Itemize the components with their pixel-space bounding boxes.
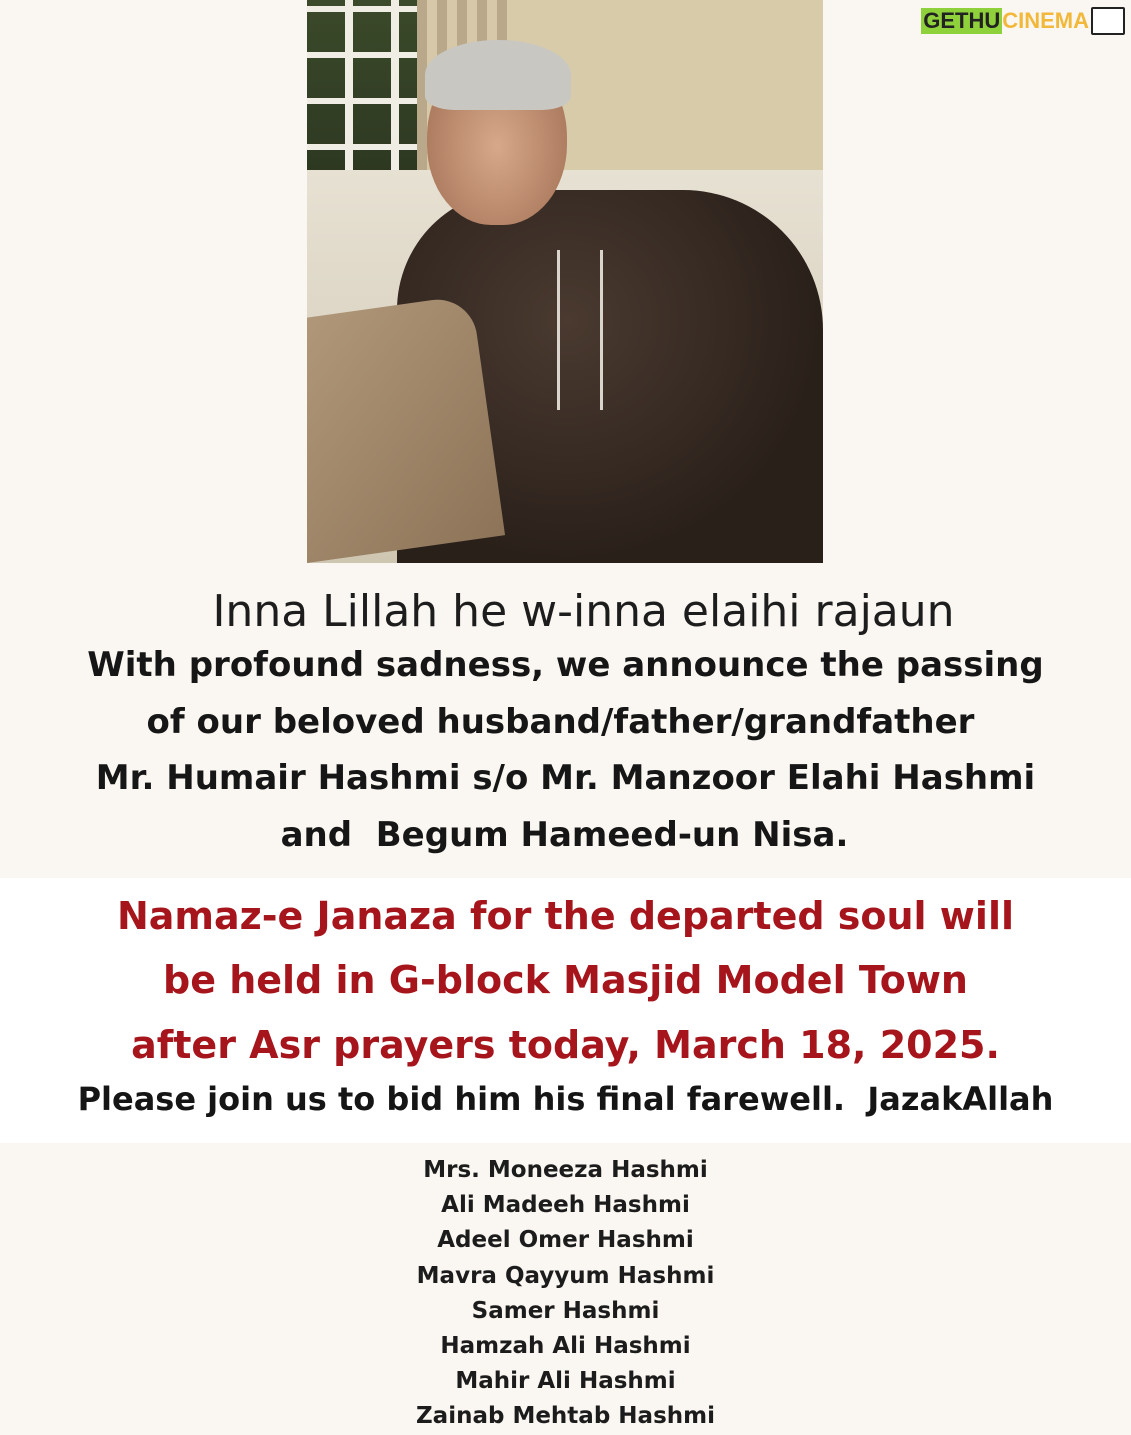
family-name: Ali Madeeh Hashmi	[441, 1192, 690, 1219]
announcement-line-4: and Begum Hameed-un Nisa.	[280, 815, 849, 855]
portrait-photo	[307, 0, 823, 563]
film-reel-icon	[1091, 7, 1125, 35]
logo-text-part2: CINEMA	[1002, 8, 1089, 33]
announcement-line-3: Mr. Humair Hashmi s/o Mr. Manzoor Elahi Hashmi	[95, 758, 1036, 798]
family-name: Adeel Omer Hashmi	[437, 1227, 694, 1254]
family-name: Zainab Mehtab Hashmi	[416, 1403, 715, 1430]
watermark-logo	[921, 6, 1125, 36]
family-name: Mavra Qayyum Hashmi	[416, 1262, 715, 1289]
family-name: Samer Hashmi	[471, 1297, 660, 1324]
inna-lillah-line: Inna Lillah he w-inna elaihi rajaun	[212, 586, 955, 637]
hair	[425, 40, 571, 110]
janaza-line-1: Namaz-e Janaza for the departed soul will	[116, 894, 1014, 938]
family-names-list	[0, 1153, 1131, 1435]
announcement-line-1: With profound sadness, we announce the passing	[87, 645, 1044, 685]
farewell-line: Please join us to bid him his final farewell. JazakAllah	[77, 1080, 1054, 1118]
announcement-line-2: of our beloved husband/father/grandfather	[146, 702, 975, 742]
family-name: Hamzah Ali Hashmi	[440, 1332, 691, 1359]
janaza-line-2: be held in G-block Masjid Model Town	[163, 958, 968, 1002]
family-name: Mahir Ali Hashmi	[455, 1368, 676, 1395]
hoodie-strings	[557, 250, 603, 410]
janaza-line-3: after Asr prayers today, March 18, 2025.	[131, 1023, 1000, 1067]
cushion	[307, 295, 505, 563]
family-name: Mrs. Moneeza Hashmi	[423, 1157, 708, 1183]
logo-text-part1: GETHU	[923, 8, 1001, 33]
